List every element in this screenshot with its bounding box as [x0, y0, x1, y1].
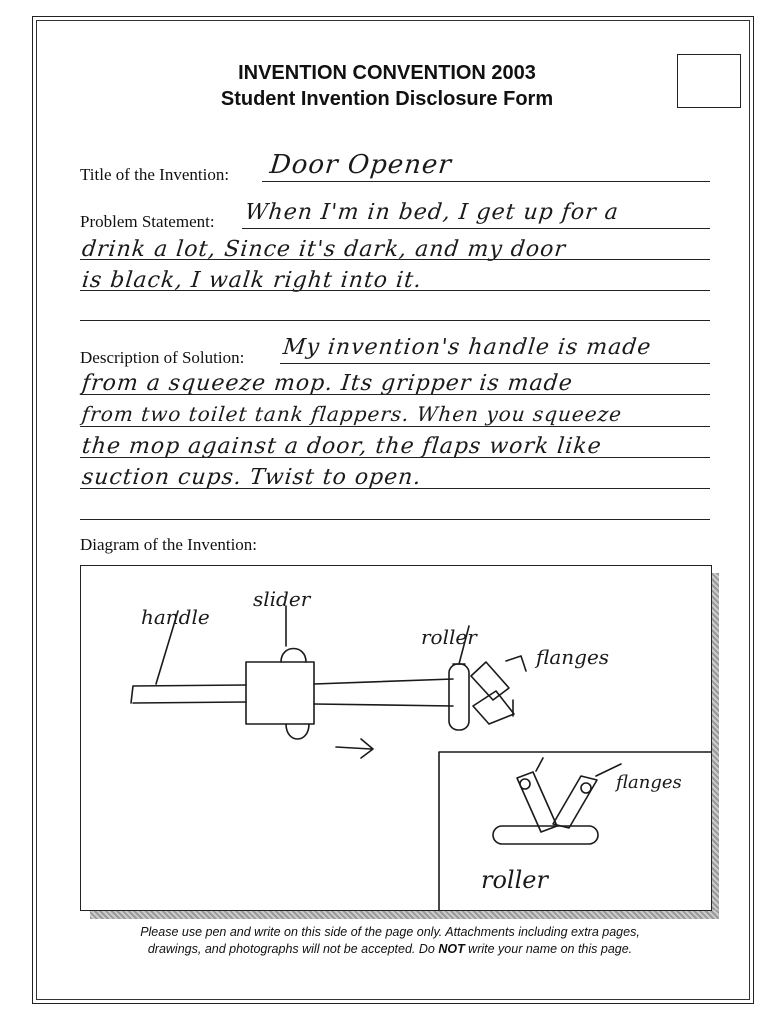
- label-handle: handle: [141, 605, 210, 629]
- problem-line-3: is black, I walk right into it.: [80, 268, 424, 293]
- title-value: Door Opener: [268, 150, 454, 180]
- inset-roller: [493, 826, 598, 844]
- label-slider: slider: [253, 587, 311, 611]
- form-title: INVENTION CONVENTION 2003: [238, 62, 536, 84]
- inset-flange-hole: [520, 779, 530, 789]
- slider-block: [246, 662, 314, 724]
- flange: [473, 691, 514, 724]
- problem-line-1: When I'm in bed, I get up for a: [243, 200, 621, 225]
- footer-line-1: Please use pen and write on this side of the page only. Attachments including extra pages,: [140, 925, 640, 939]
- form-header: [0, 60, 774, 112]
- corner-box: [677, 54, 741, 108]
- diagram-label: Diagram of the Invention:: [80, 535, 258, 554]
- problem-line-2: drink a lot, Since it's dark, and my door: [80, 237, 568, 262]
- problem-rule-3: [80, 290, 710, 291]
- footer-emphasis: NOT: [438, 942, 465, 956]
- slider-knob: [286, 724, 309, 739]
- diagram-shadow: [711, 573, 719, 919]
- flanges-pointer: [506, 656, 526, 671]
- solution-line-3: from two toilet tank flappers. When you squeeze: [80, 402, 624, 426]
- slider-knob: [281, 649, 306, 663]
- footer-line-2: [60, 941, 720, 958]
- footer-text: write your name on this page.: [464, 942, 633, 956]
- footer-text: drawings, and photographs will not be accepted. Do: [147, 942, 439, 956]
- problem-rule-1: [242, 228, 710, 229]
- inset-flange-hole: [581, 783, 591, 793]
- title-label: Title of the Invention:: [80, 165, 230, 184]
- solution-line-4: the mop against a door, the flaps work like: [80, 434, 603, 459]
- problem-rule-2: [80, 259, 710, 260]
- diagram-frame: [80, 565, 712, 911]
- inset-flange: [517, 772, 557, 832]
- problem-rule-4: [80, 320, 710, 321]
- title-rule: [262, 181, 710, 182]
- handle-shaft: [131, 685, 246, 703]
- invention-sketch: [81, 566, 711, 910]
- solution-label: Description of Solution:: [80, 348, 245, 367]
- solution-line-2: from a squeeze mop. Its gripper is made: [80, 371, 575, 396]
- handle-shaft: [314, 679, 453, 706]
- label-flanges-inset: flanges: [616, 772, 682, 793]
- inset-flange: [553, 776, 597, 828]
- solution-line-5: suction cups. Twist to open.: [80, 465, 423, 490]
- roller: [449, 664, 469, 730]
- label-roller-inset: roller: [481, 866, 548, 894]
- footer-note: [60, 924, 720, 958]
- form-subtitle: Student Invention Disclosure Form: [220, 88, 554, 110]
- solution-rule-1: [280, 363, 710, 364]
- solution-rule-5: [80, 488, 710, 489]
- motion-arrow: [336, 739, 373, 758]
- inset-pointer: [536, 758, 543, 771]
- solution-rule-6: [80, 519, 710, 520]
- solution-line-1: My invention's handle is made: [281, 335, 653, 360]
- solution-rule-3: [80, 426, 710, 427]
- label-roller: roller: [421, 625, 477, 649]
- problem-label: Problem Statement:: [80, 212, 215, 231]
- solution-rule-4: [80, 457, 710, 458]
- solution-rule-2: [80, 394, 710, 395]
- label-flanges: flanges: [536, 645, 610, 669]
